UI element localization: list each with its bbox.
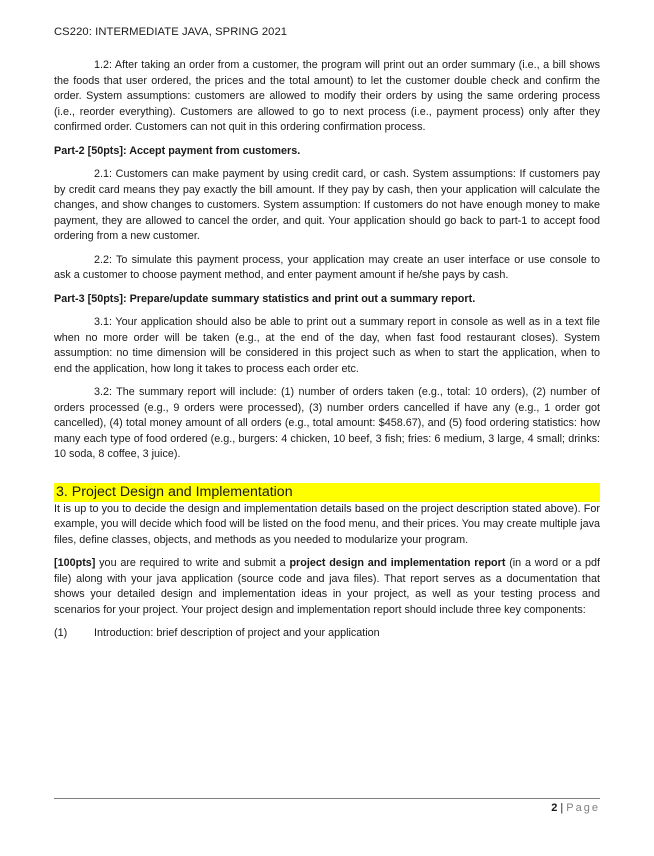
paragraph-1-2: 1.2: After taking an order from a customer, the program will print out an order summary (i.e., a bill shows the foods that user ordered, the prices and the total amount) to let the customer double check and confirm the order. System assumptions: customers are allowed to modify their orders by using the same ordering process (i.e., reorder everything). Customers are allowed to go to next process (i.e., payment process) only after they confirmed order. Customers can not quit in this ordering confirmation process. bbox=[54, 59, 600, 133]
page-number: 2 bbox=[551, 802, 558, 814]
paragraph-3-1: 3.1: Your application should also be able to print out a summary report in console as well as in a text file when no more order will be taken (e.g., at the end of the day, when fast food restaurant closes). System assumption: no time dimension will be considered in this project such as when to start the application, when to end the application, how long it takes to process each order etc. bbox=[54, 316, 600, 375]
report-text-a: you are required to write and submit a bbox=[95, 557, 290, 569]
part-2-heading: Part-2 [50pts]: Accept payment from customers. bbox=[54, 144, 301, 157]
paragraph-2-1: 2.1: Customers can make payment by using credit card, or cash. System assumptions: If customers pay by credit card means they pay exactly the bill amount. If they pay by cash, then your application will calculate the changes, and show changes to customers. System assumption: If customers do not have enough money to make payment, they are allowed to cancel the order, and quit. Your application should go back to part-1 to accept food ordering from a new customer. bbox=[54, 168, 600, 242]
points-label: [100pts] bbox=[54, 557, 96, 569]
report-text-b: (in a word or a pdf file) along with your java application (source code and java files). That report serves as a documentation that shows your detailed design and implementation ideas in your project, as well as your testing process and scenarios for your project. Your project design and implementation report should include three key components: bbox=[54, 557, 600, 616]
section-3-paragraph-1: It is up to you to decide the design and implementation details based on the project description stated above). For example, you will decide which food will be listed on the food menu, and their prices. You may create multiple java files, define classes, objects, and methods as you needed to modularize your program. bbox=[54, 502, 600, 546]
list-number: (1) bbox=[54, 627, 68, 639]
document-header: CS220: INTERMEDIATE JAVA, SPRING 2021 bbox=[54, 26, 288, 38]
list-item bbox=[54, 626, 600, 642]
paragraph-3-2: 3.2: The summary report will include: (1) number of orders taken (e.g., total: 10 orders), (2) number of orders processed (e.g., 9 orders were processed), (3) number orders cancelled if have any (e.g., 1 order got cancelled), (4) total money amount of all orders (e.g., total amount: $458.67), and (5) food ordering statistics: how many each type of food ordered (e.g., burgers: 4 chicken, 10 beef, 3 fish; fries: 6 medium, 3 large, 4 small; drinks: 10 soda, 8 coffee, 3 juice). bbox=[54, 386, 600, 460]
paragraph-2-2: 2.2: To simulate this payment process, your application may create an user interface or use console to ask a customer to choose payment method, and enter payment amount if he/she pays by cash. bbox=[54, 253, 600, 281]
page-word: Page bbox=[566, 802, 600, 814]
part-3-heading: Part-3 [50pts]: Prepare/update summary statistics and print out a summary report. bbox=[54, 292, 476, 305]
document-body bbox=[54, 58, 600, 642]
page-footer bbox=[54, 798, 600, 814]
report-emphasis: project design and implementation report bbox=[289, 557, 506, 569]
list-text: Introduction: brief description of project and your application bbox=[94, 627, 380, 639]
page-separator: | bbox=[557, 802, 567, 814]
section-3-paragraph-2 bbox=[54, 556, 600, 618]
section-3-heading: 3. Project Design and Implementation bbox=[54, 483, 600, 502]
